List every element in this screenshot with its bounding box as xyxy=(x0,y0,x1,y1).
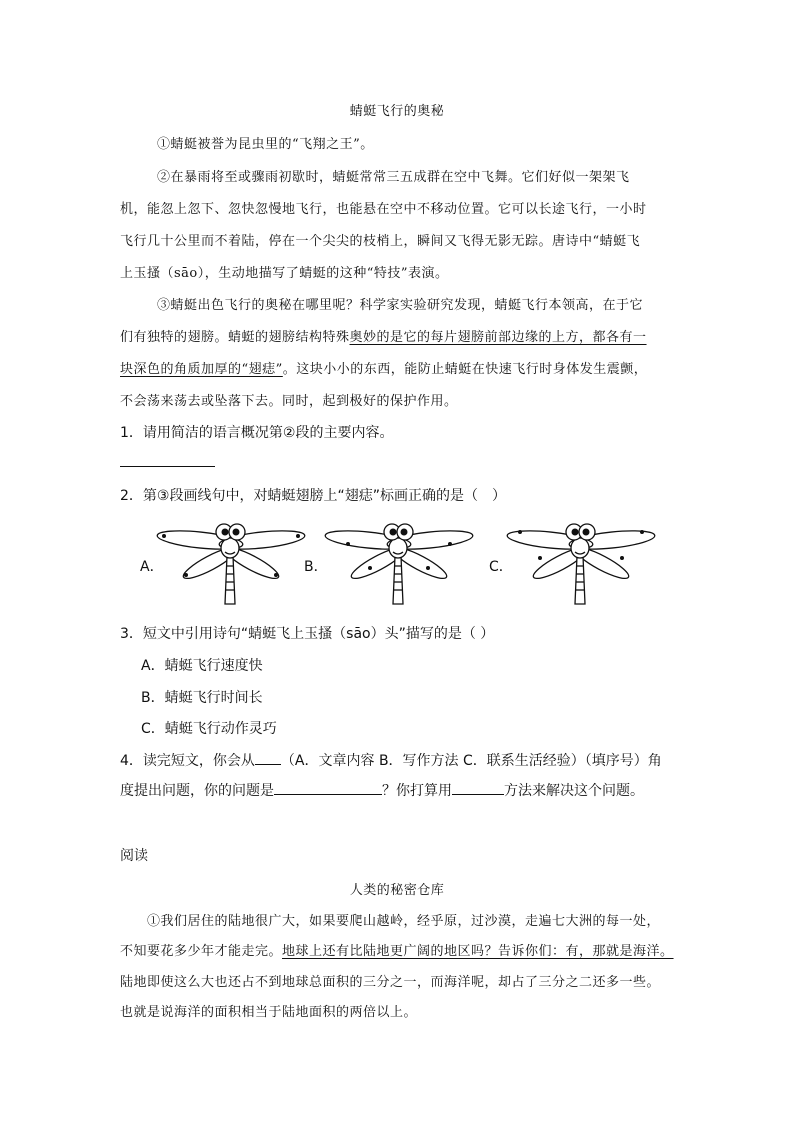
underlined-sentence: 块深色的角质加厚的“翅痣” xyxy=(120,362,283,377)
q4-text: 方法来解决这个问题。 xyxy=(504,783,644,799)
passage2-title: 人类的秘密仓库 xyxy=(349,883,445,898)
plain-text: 。这块小小的东西，能防止蜻蜓在快速飞行时身体发生震颤， xyxy=(282,362,648,377)
passage1-line: 飞行几十公里而不着陆，停在一个尖尖的枝梢上，瞬间又飞得无影无踪。唐诗中“蜻蜓飞 xyxy=(120,234,641,249)
passage1-line: 上玉搔（sāo），生动地描写了蜻蜓的这种“特技”表演。 xyxy=(120,266,449,281)
dragonfly-icon[interactable] xyxy=(500,518,660,606)
passage1-line: 机，能忽上忽下、忽快忽慢地飞行，也能悬在空中不移动位置。它可以长途飞行，一小时 xyxy=(120,202,647,217)
plain-text: 们有独特的翅膀。蜻蜓的翅膀结构特殊 xyxy=(120,330,350,345)
passage1-line xyxy=(120,353,680,386)
section-heading: 阅读 xyxy=(120,848,148,864)
q4-text: ？你打算用 xyxy=(382,783,452,799)
q4-text: 度提出问题，你的问题是 xyxy=(120,783,274,799)
passage2-line: ①我们居住的陆地很广大，如果要爬山越岭，经乎原，过沙漠，走遍七大洲的每一处， xyxy=(147,914,661,929)
question-2: 2．第③段画线句中，对蜻蜓翅膀上“翅痣”标画正确的是（ ） xyxy=(120,488,506,504)
question-3: 3．短文中引用诗句“蜻蜓飞上玉搔（sāo）头”描写的是（ ） xyxy=(120,626,495,642)
passage2-line xyxy=(120,935,680,968)
dragonfly-icon[interactable] xyxy=(318,518,478,606)
option-b-label[interactable]: B． xyxy=(304,559,328,575)
question-4-line2 xyxy=(120,780,680,800)
option-c-label[interactable]: C． xyxy=(489,559,513,575)
option-a-label[interactable]: A． xyxy=(140,559,164,575)
q3-option-c[interactable]: C．蜻蜓飞行动作灵巧 xyxy=(141,721,277,737)
q3-option-a[interactable]: A．蜻蜓飞行速度快 xyxy=(141,658,263,674)
fill-blank[interactable] xyxy=(274,780,382,795)
question-4-line1 xyxy=(120,750,680,770)
underlined-sentence: 地球上还有比陆地更广阔的地区吗？告诉你们：有，那就是海洋。 xyxy=(282,944,674,959)
passage2-line: 也就是说海洋的面积相当于陆地面积的两倍以上。 xyxy=(120,1005,418,1020)
plain-text: 不知要花多少年才能走完。 xyxy=(120,944,283,959)
passage1-line xyxy=(120,321,680,354)
q4-text: （A．文章内容 B．写作方法 C．联系生活经验）（填序号）角 xyxy=(280,753,662,769)
passage1-line: ①蜻蜓被誉为昆虫里的“飞翔之王”。 xyxy=(157,137,374,152)
q3-option-b[interactable]: B．蜻蜓飞行时间长 xyxy=(141,690,263,706)
fill-blank[interactable] xyxy=(452,780,504,795)
passage1-line: 不会荡来荡去或坠落下去。同时，起到极好的保护作用。 xyxy=(120,394,458,409)
fill-blank[interactable] xyxy=(255,750,281,765)
passage2-line: 陆地即使这么大也还占不到地球总面积的三分之一，而海洋呢，却占了三分之二还多一些。 xyxy=(120,975,661,990)
passage1-line: ②在暴雨将至或骤雨初歇时，蜻蜓常常三五成群在空中飞舞。它们好似一架架飞 xyxy=(157,170,630,185)
underlined-sentence: 奥妙的是它的每片翅膀前部边缘的上方，都各有一 xyxy=(349,330,647,345)
dragonfly-icon[interactable] xyxy=(150,518,310,606)
answer-line[interactable] xyxy=(120,466,215,467)
passage1-title: 蜻蜓飞行的奥秘 xyxy=(349,104,445,119)
question-1: 1．请用简洁的语言概况第②段的主要内容。 xyxy=(120,425,394,441)
passage1-line: ③蜻蜓出色飞行的奥秘在哪里呢？科学家实验研究发现，蜻蜓飞行本领高，在于它 xyxy=(157,298,644,313)
q4-text: 4．读完短文，你会从 xyxy=(120,753,255,769)
